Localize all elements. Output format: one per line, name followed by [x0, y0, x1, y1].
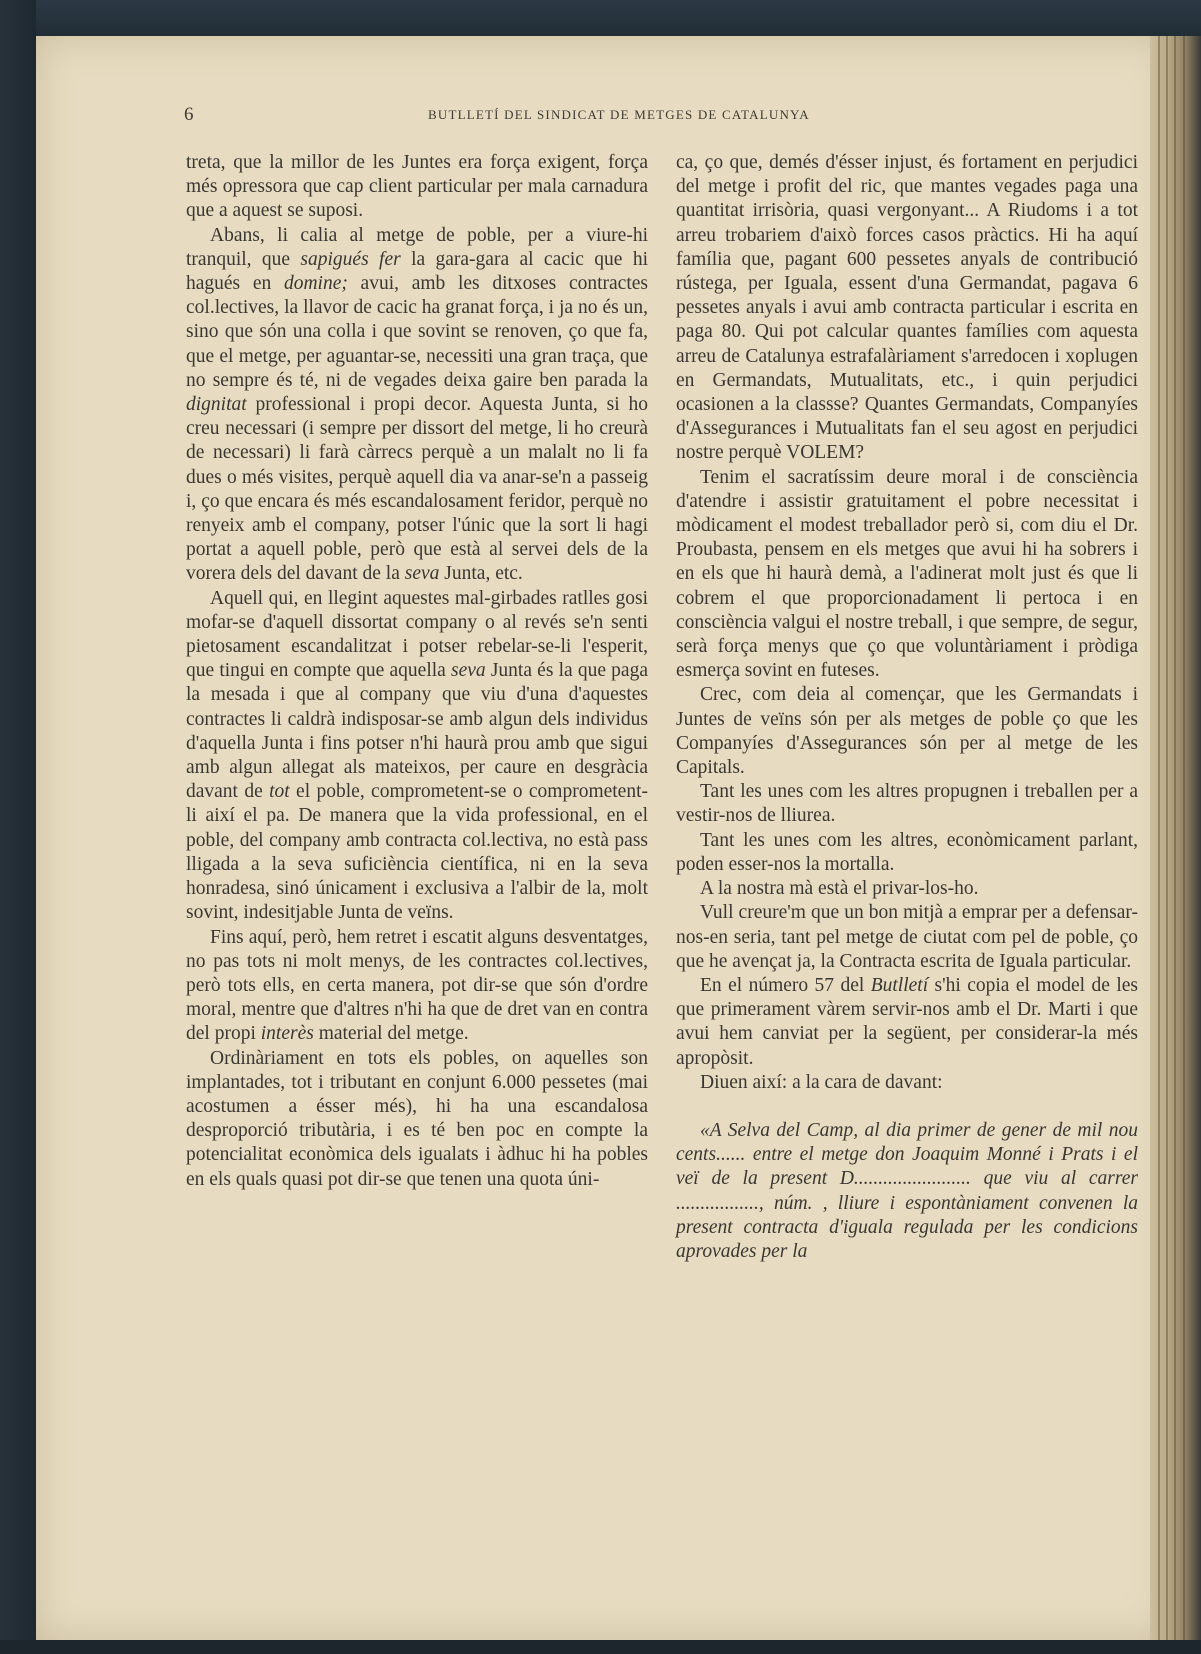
paragraph-text: Fins aquí, però, hem retret i escatit alguns desventatges, no pas tots ni molt menys, de les contractes col.lectives, però tots ells, en certa manera, pot dir-se que són d'ordre moral, mentre que d'altres n'hi ha que de dret van en contra del propi: [186, 926, 648, 1045]
italic-text: interès: [260, 1023, 314, 1045]
paragraph-text: material del metge.: [313, 1023, 469, 1045]
paragraph-text: Junta és la que paga la mesada i que al company que viu d'una d'aquestes contractes li caldrà indisposar-se amb algun dels individus d'aquella Junta i fins potser n'hi haurà prou amb que sigui amb algun allegat als mateixos, per caure en desgràcia davant de: [186, 660, 648, 803]
paragraph: [676, 151, 1138, 466]
paragraph-text: el poble, comprometent-se o comprometent-li així el pa. De manera que la vida professional, en el poble, del company amb contracta col.lectiva, no està pass lligada a la seva suficiència científica, ni en la seva honradesa, sinó únicament i exclusiva a l'albir de la, molt sovint, indesitjable Junta de veïns.: [186, 781, 648, 924]
italic-text: tot: [269, 781, 290, 803]
paragraph-text: Aquell qui, en llegint aquestes mal-girbades ratlles gosi mofar-se d'aquell dissortat company o al revés se'n senti pietosament escandalitzat i potser rebelar-se-li l'esperit, que tingui en compte que aquella: [186, 587, 648, 682]
paragraph-text: Tenim el sacratíssim deure moral i de consciència d'atendre i assistir gratuitament el pobre necessitat i mòdicament el modest treballador però si, com diu el Dr. Proubasta, pensem en els metges que avui hi ha sobrers i en els que hi haurà demà, a l'adinerat molt just és que li cobrem el que proporcionadament li pertoca i en consciència valgui el nostre treball, i que sempre, de segur, serà força menys que ço que voluntàriament i pròdiga esmerça sovint en futeses.: [676, 466, 1138, 682]
italic-text: Butlletí: [870, 974, 929, 996]
running-title: BUTLLETÍ DEL SINDICAT DE METGES DE CATALUNYA: [428, 107, 810, 122]
paragraph: [676, 466, 1138, 684]
paragraph-text: treta, que la millor de les Juntes era força exigent, força més opressora que cap client particular per mala carnadura que a aquest se suposi.: [186, 152, 648, 222]
page-edge-line: [1174, 36, 1176, 1640]
paragraph-text: ca, ço que, demés d'ésser injust, és fortament en perjudici del metge i profit del ric, que mantes vegades paga una quantitat irrisòria, quasi vergonyant... A Riudoms i a tot arreu trobariem d'això forces casos pràctics. Hi ha aquí família que, pagant 600 pessetes anyals de contribució rústega, per Iguala, essent d'una Germandat, pagava 6 pessetes anyals i avui amb contracta particular i escrita en paga 80. Qui pot calcular quantes famílies com aquesta arreu de Catalunya estrafalàriament s'arredocen i xoplugen en Germandats, Mutualitats, etc., i quin perjudici ocasionen a la classse? Quantes Germandats, Companyíes d'Assegurances i Mutualitats fan el seu agost en perjudici nostre perquè VOLEM?: [676, 152, 1138, 464]
paragraph-text: Crec, com deia al començar, que les Germandats i Juntes de veïns són per als metges de poble ço que les Companyíes d'Assegurances són per al metge de les Capitals.: [676, 684, 1138, 779]
page-edge-line: [1158, 36, 1160, 1640]
paragraph-text: Tant les unes com les altres, econòmicament parlant, poden esser-nos la mortalla.: [676, 829, 1138, 875]
page-number: 6: [184, 104, 194, 125]
italic-text: seva: [451, 660, 486, 682]
scan-frame-bottom: [0, 1640, 1201, 1654]
paragraph: [676, 974, 1138, 1071]
paragraph-text: avui, amb les ditxoses contractes col.lectives, la llavor de cacic ha granat força, i ja no és un, sino que són una colla i que sovint se renoven, ço que fa, que el metge, per aguantar-se, necessiti una gran traça, que no sempre és té, ni de vegades deixa gaire ben parada la: [186, 273, 648, 391]
paragraph-text: professional i propi decor. Aquesta Junta, si ho creu necessari (i sempre per dissort del metge, li ho creurà de necessari) li farà càrrecs perquè a un malalt no li fa dues o més visites, perquè aquell dia va anar-se'n a passeig i, ço que encara és més escandalosament feridor, perquè no renyeix amb el company, potser l'únic que la sort li hagi portat a aquell poble, però que està al servei dels de la vorera dels del davant de la: [186, 394, 648, 585]
paragraph: [186, 926, 648, 1047]
paragraph: [186, 224, 648, 587]
paragraph-text: s'hi copia el model de les que primerament vàrem servir-nos amb el Dr. Marti i que avui hem canviat per la següent, per considerar-la més apropòsit.: [676, 974, 1138, 1069]
paragraph-text: Abans, li calia al metge de poble, per a viure-hi tranquil, que: [186, 224, 648, 270]
paragraph-text: la gara-gara al cacic que hi hagués en: [186, 248, 648, 295]
page-edge-line: [1166, 36, 1168, 1640]
scan-frame-top: [0, 0, 1201, 36]
contract-quote: [676, 1119, 1138, 1264]
paragraph-text: En el número 57 del: [700, 974, 871, 996]
italic-text: sapigués fer: [300, 248, 401, 270]
paragraph-text: Ordinàriament en tots els pobles, on aquelles son implantades, tot i tributant en conjunt 6.000 pessetes (mai acostumen a ésser més), hi ha una escandalosa desproporció tributària, i es té ben poc en compte la potencialitat econòmica dels igualats i àdhuc hi ha pobles en els quals quasi pot dir-se que tenen una quota úni-: [186, 1047, 648, 1190]
paragraph: [676, 1071, 1138, 1095]
paragraph-text: Vull creure'm que un bon mitjà a emprar per a defensar-nos-en seria, tant pel metge de ciutat com pel de poble, ço que he avençat ja, la Contracta escrita de Iguala particular.: [676, 902, 1138, 972]
paragraph: [186, 1047, 648, 1192]
page-edge-line: [1183, 36, 1185, 1640]
italic-text: dignitat: [186, 394, 247, 416]
paragraph-text: Diuen així: a la cara de davant:: [700, 1071, 943, 1093]
italic-text: seva: [404, 563, 440, 585]
paragraph: [186, 151, 648, 224]
scan-frame-left: [0, 0, 36, 1654]
page-header: [184, 104, 1064, 128]
page-edge-stack: [1150, 36, 1201, 1640]
paragraph-text: A la nostra mà està el privar-los-ho.: [700, 878, 979, 900]
paragraph-text: Junta, etc.: [439, 563, 523, 585]
right-column: [676, 151, 1138, 1264]
paragraph: [676, 877, 1138, 901]
italic-text: domine;: [283, 273, 348, 295]
quote-text: «A Selva del Camp, al dia primer de gener de mil nou cents...... entre el metge don Joaquim Monné i Prats i el veï de la present D........................ que viu al carrer ................., núm. , lliure i espontàniament convenen la present contracta d'iguala regulada per les condicions aprovades per la: [676, 1119, 1138, 1262]
paragraph: [676, 829, 1138, 877]
paragraph: [676, 780, 1138, 828]
paragraph: [676, 683, 1138, 780]
left-column: [186, 151, 648, 1192]
paragraph: [676, 901, 1138, 974]
paragraph-text: Tant les unes com les altres propugnen i treballen per a vestir-nos de lliurea.: [676, 781, 1138, 827]
paragraph: [186, 587, 648, 926]
